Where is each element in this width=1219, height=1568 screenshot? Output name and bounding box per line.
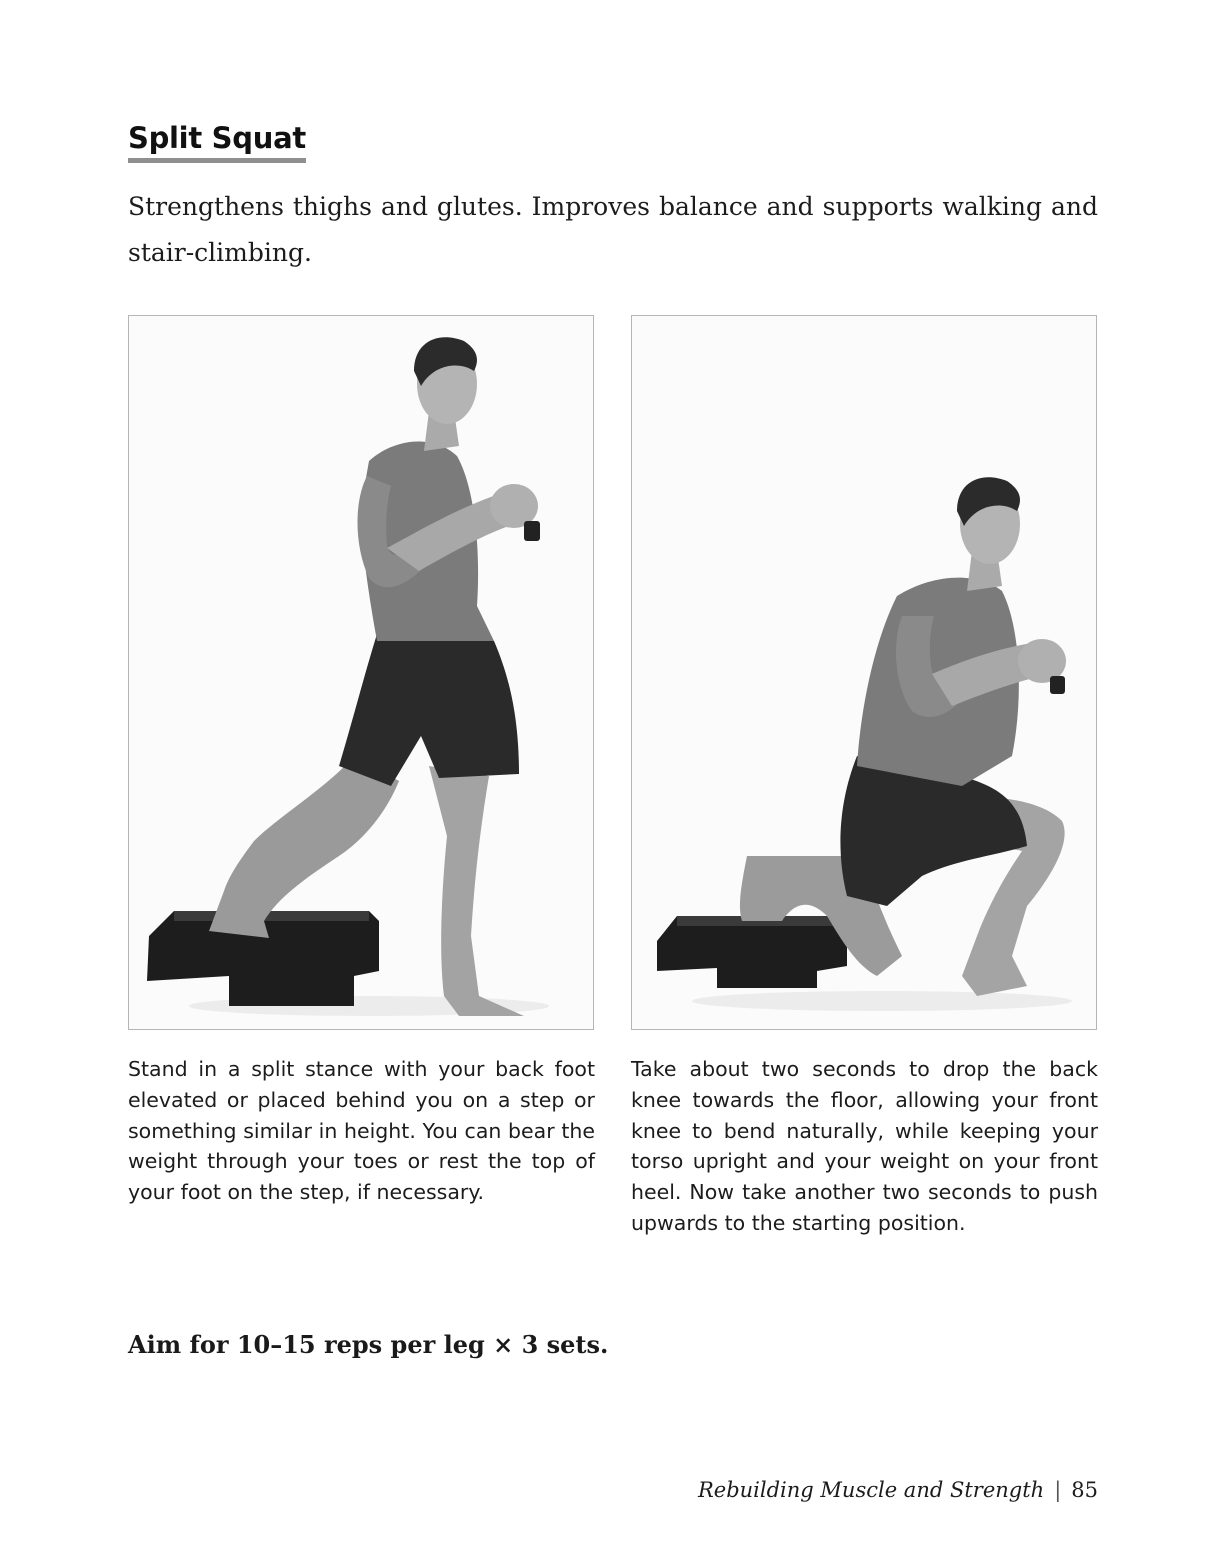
photo-lowered-split-squat [631,315,1097,1030]
intro-paragraph: Strengthens thighs and glutes. Improves balance and supports walking and stair-climbing. [128,192,1098,267]
photo-standing-split-stance [128,315,594,1030]
section-title: Split Squat [128,118,306,163]
footer-separator: | [1054,1478,1062,1502]
page-footer [698,1478,1098,1502]
page-number: 85 [1071,1478,1098,1502]
reps-instruction: Aim for 10–15 reps per leg × 3 sets. [128,1330,609,1359]
step-2-caption: Take about two seconds to drop the back knee towards the floor, allowing your front knee to bend naturally, while keeping your torso upright and your weight on your front heel. Now take another two seconds to push upwards to the starting position. [631,1057,1098,1235]
running-title: Rebuilding Muscle and Strength [697,1478,1045,1502]
step-1-caption: Stand in a split stance with your back foot elevated or placed behind you on a step or something similar in height. You can bear the weight through your toes or rest the top of your foot on the step, if necessary. [128,1057,595,1205]
